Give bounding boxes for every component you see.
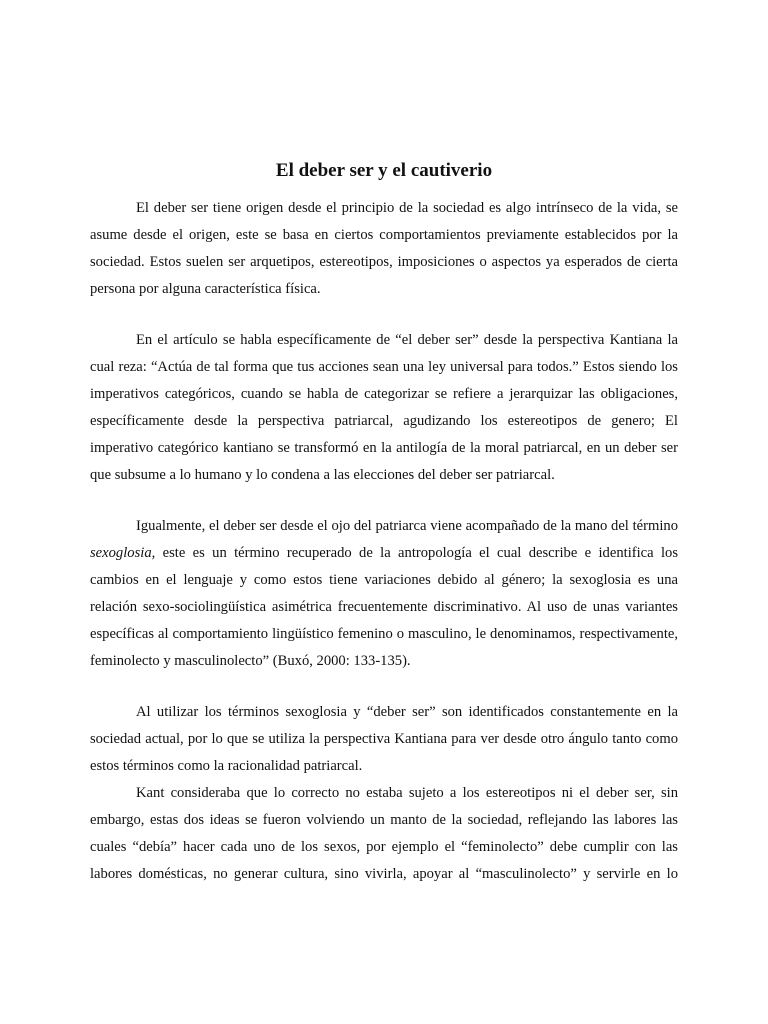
italic-term: sexoglosia — [90, 544, 152, 561]
paragraph-3 — [90, 513, 678, 675]
document-title: El deber ser y el cautiverio — [275, 160, 493, 181]
paragraph-2: En el artículo se habla específicamente de “el deber ser” desde la perspectiva Kantiana la cual reza: “Actúa de tal forma que tus acciones sean una ley universal para todos.” Estos siendo los imperativos categóricos, cuando se habla de categorizar se refiere a jerarquizar las obligaciones, específicamente desde la perspectiva patriarcal, agudizando los estereotipos de genero; El imperativo categórico kantiano se transformó en la antilogía de la moral patriarcal, en un deber ser que subsume a lo humano y lo condena a las elecciones del deber ser patriarcal. — [90, 331, 678, 483]
paragraph-1: El deber ser tiene origen desde el principio de la sociedad es algo intrínseco de la vida, se asume desde el origen, este se basa en ciertos comportamientos previamente establecidos por la sociedad. Estos suelen ser arquetipos, estereotipos, imposiciones o aspectos ya esperados de cierta persona por alguna característica física. — [90, 199, 678, 297]
paragraph-3-end: , este es un término recuperado de la antropología el cual describe e identifica los cambios en el lenguaje y como estos tiene variaciones debido al género; la sexoglosia es una relación sexo-sociolingüística asimétrica frecuentemente discriminativo. Al uso de unas variantes específicas al comportamiento lingüístico femenino o masculino, le denominamos, respectivamente, feminolecto y masculinolecto” (Buxó, 2000: 133-135). — [90, 544, 678, 669]
paragraph-5: Kant consideraba que lo correcto no estaba sujeto a los estereotipos ni el deber ser, sin embargo, estas dos ideas se fueron volviendo un manto de la sociedad, reflejando las labores las cuales “debía” hacer cada uno de los sexos, por ejemplo el “feminolecto” debe cumplir con las labores domésticas, no generar cultura, sino vivirla, apoyar al “masculinolecto” y servirle en lo — [90, 784, 678, 882]
paragraph-4: Al utilizar los términos sexoglosia y “deber ser” son identificados constantemente en la sociedad actual, por lo que se utiliza la perspectiva Kantiana para ver desde otro ángulo tanto como estos términos como la racionalidad patriarcal. — [90, 703, 678, 774]
paragraph-3-start: Igualmente, el deber ser desde el ojo del patriarca viene acompañado de la mano del término — [136, 517, 678, 534]
